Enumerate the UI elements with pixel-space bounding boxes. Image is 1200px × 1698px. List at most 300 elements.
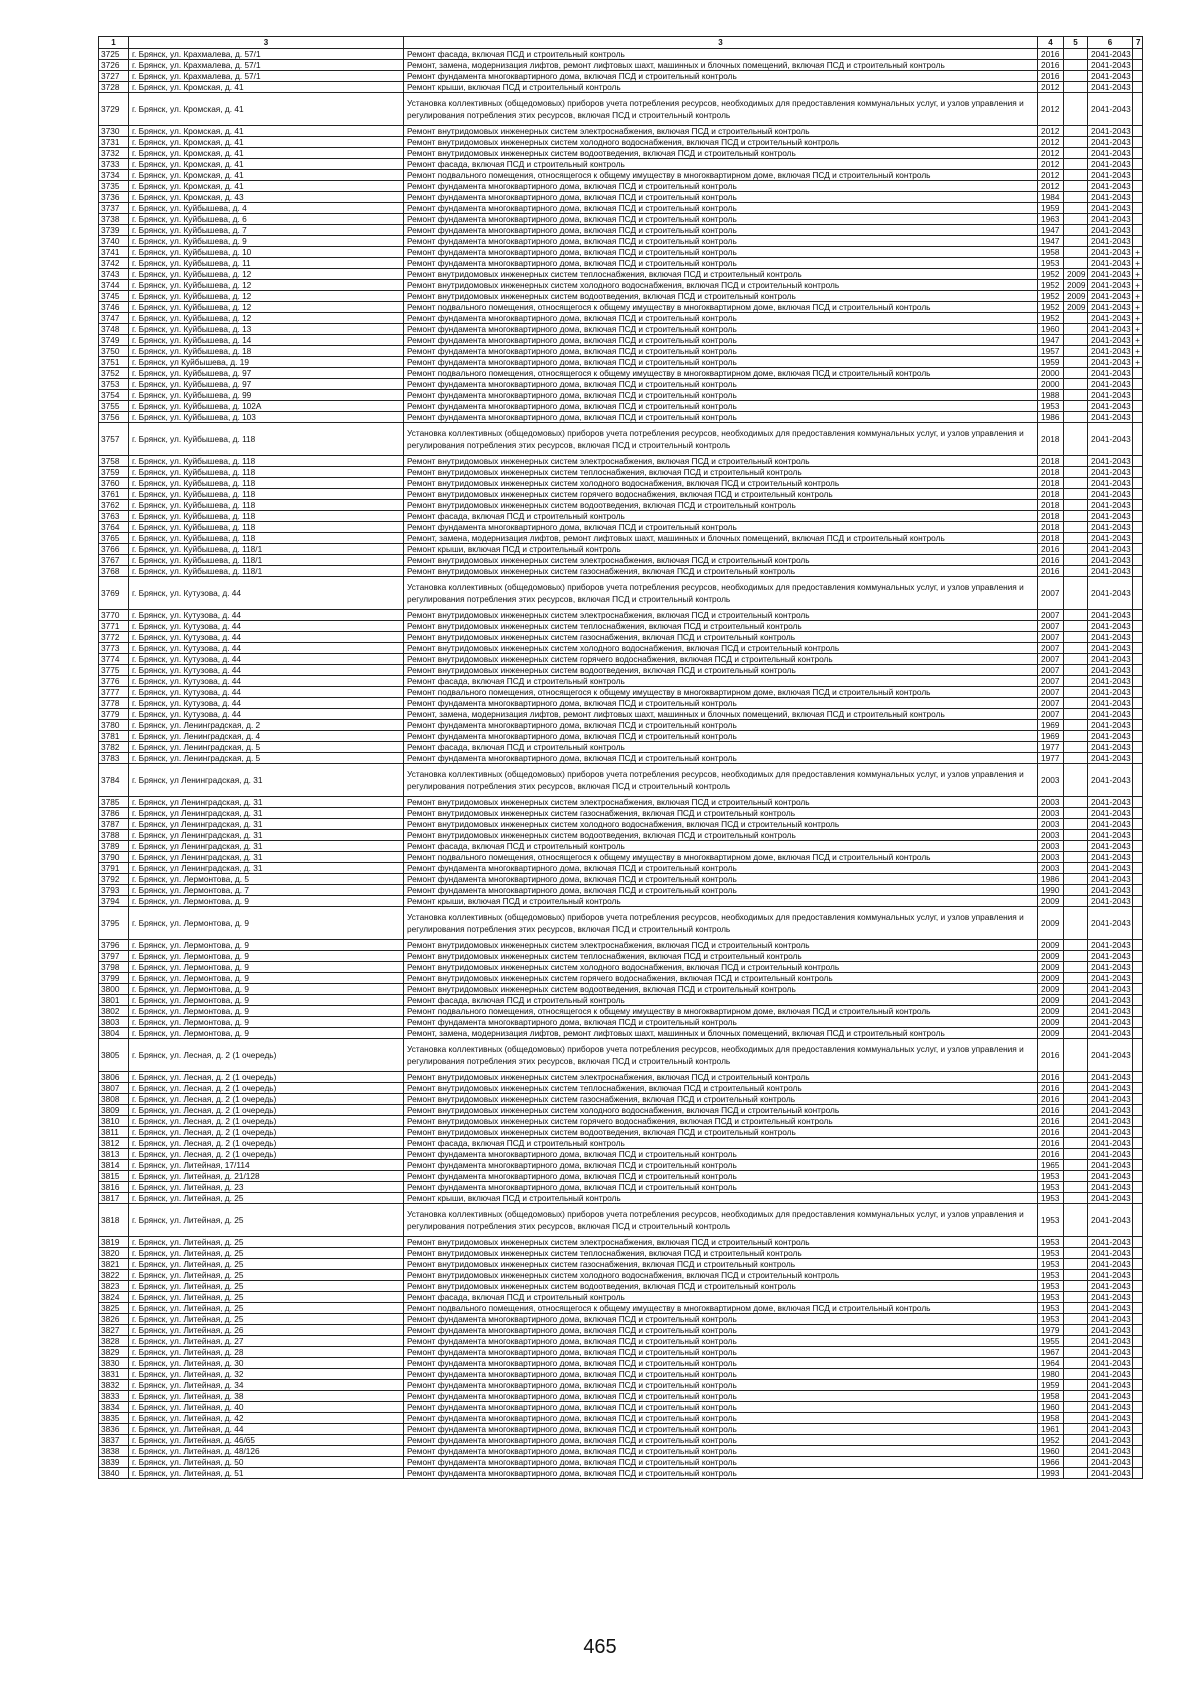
address-cell: г. Брянск, ул Ленинградская, д. 31 [129,808,404,819]
year-last-repair-cell [1064,742,1088,753]
year-last-repair-cell [1064,896,1088,907]
year-built-cell: 1990 [1038,885,1064,896]
year-last-repair-cell [1064,1325,1088,1336]
planned-period-cell: 2041-2043 [1088,456,1133,467]
year-last-repair-cell [1064,1017,1088,1028]
work-type-cell: Ремонт внутридомовых инженерных систем водоотведения, включая ПСД и строительный контроль [404,665,1038,676]
table-row [99,368,1143,379]
address-cell: г. Брянск, ул. Лермонтова, д. 9 [129,896,404,907]
table-row [99,1127,1143,1138]
repair-schedule-table [98,36,1143,1479]
year-built-cell: 2007 [1038,665,1064,676]
work-type-cell: Ремонт фундамента многоквартирного дома, включая ПСД и строительный контроль [404,1358,1038,1369]
flag-cell [1133,49,1143,60]
row-number-cell: 3820 [99,1248,129,1259]
year-last-repair-cell [1064,973,1088,984]
year-last-repair-cell [1064,643,1088,654]
table-row [99,423,1143,456]
table-row [99,632,1143,643]
year-last-repair-cell [1064,126,1088,137]
year-last-repair-cell [1064,368,1088,379]
planned-period-cell: 2041-2043 [1088,269,1133,280]
row-number-cell: 3748 [99,324,129,335]
work-type-cell: Ремонт фундамента многоквартирного дома, включая ПСД и строительный контроль [404,379,1038,390]
header-row [99,37,1143,49]
planned-period-cell: 2041-2043 [1088,1039,1133,1072]
address-cell: г. Брянск, ул. Лермонтова, д. 9 [129,995,404,1006]
address-cell: г. Брянск, ул. Литейная, д. 25 [129,1193,404,1204]
table-row [99,1468,1143,1479]
row-number-cell: 3727 [99,71,129,82]
table-row [99,1138,1143,1149]
year-built-cell: 1963 [1038,214,1064,225]
address-cell: г. Брянск, ул. Лермонтова, д. 9 [129,984,404,995]
planned-period-cell: 2041-2043 [1088,214,1133,225]
work-type-cell: Ремонт внутридомовых инженерных систем электроснабжения, включая ПСД и строительный контроль [404,456,1038,467]
flag-cell [1133,1127,1143,1138]
address-cell: г. Брянск, ул. Кутузова, д. 44 [129,687,404,698]
planned-period-cell: 2041-2043 [1088,181,1133,192]
table-row [99,1193,1143,1204]
work-type-cell: Ремонт фундамента многоквартирного дома, включая ПСД и строительный контроль [404,1457,1038,1468]
planned-period-cell: 2041-2043 [1088,137,1133,148]
flag-cell [1133,82,1143,93]
work-type-cell: Ремонт внутридомовых инженерных систем холодного водоснабжения, включая ПСД и строительный контроль [404,1270,1038,1281]
address-cell: г. Брянск, ул. Куйбышева, д. 11 [129,258,404,269]
year-last-repair-cell [1064,577,1088,610]
work-type-cell: Ремонт фундамента многоквартирного дома, включая ПСД и строительный контроль [404,1435,1038,1446]
year-built-cell: 2016 [1038,60,1064,71]
flag-cell [1133,1391,1143,1402]
address-cell: г. Брянск, ул. Литейная, д. 51 [129,1468,404,1479]
planned-period-cell: 2041-2043 [1088,1160,1133,1171]
planned-period-cell: 2041-2043 [1088,236,1133,247]
planned-period-cell: 2041-2043 [1088,60,1133,71]
year-built-cell: 2016 [1038,49,1064,60]
table-row [99,49,1143,60]
address-cell: г. Брянск, ул. Куйбышева, д. 13 [129,324,404,335]
address-cell: г. Брянск, ул. Литейная, д. 25 [129,1259,404,1270]
year-last-repair-cell [1064,907,1088,940]
address-cell: г. Брянск, ул. Куйбышева, д. 118/1 [129,555,404,566]
address-cell: г. Брянск, ул. Ленинградская, д. 5 [129,742,404,753]
year-built-cell: 2016 [1038,71,1064,82]
flag-cell [1133,126,1143,137]
flag-cell [1133,764,1143,797]
row-number-cell: 3819 [99,1237,129,1248]
row-number-cell: 3796 [99,940,129,951]
work-type-cell: Ремонт фасада, включая ПСД и строительный контроль [404,49,1038,60]
year-last-repair-cell [1064,654,1088,665]
year-built-cell: 1953 [1038,1248,1064,1259]
address-cell: г. Брянск, ул. Кутузова, д. 44 [129,610,404,621]
planned-period-cell: 2041-2043 [1088,1270,1133,1281]
work-type-cell: Ремонт внутридомовых инженерных систем теплоснабжения, включая ПСД и строительный контроль [404,467,1038,478]
table-row [99,1039,1143,1072]
flag-cell [1133,148,1143,159]
table-row [99,1424,1143,1435]
year-built-cell: 1953 [1038,1182,1064,1193]
year-last-repair-cell [1064,412,1088,423]
row-number-cell: 3816 [99,1182,129,1193]
row-number-cell: 3739 [99,225,129,236]
row-number-cell: 3792 [99,874,129,885]
row-number-cell: 3815 [99,1171,129,1182]
address-cell: г. Брянск, ул. Литейная, 17/114 [129,1160,404,1171]
address-cell: г. Брянск, ул. Куйбышева, д. 118 [129,456,404,467]
work-type-cell: Ремонт внутридомовых инженерных систем водоотведения, включая ПСД и строительный контроль [404,1281,1038,1292]
year-built-cell: 2007 [1038,643,1064,654]
planned-period-cell: 2041-2043 [1088,896,1133,907]
address-cell: г. Брянск, ул. Литейная, д. 28 [129,1347,404,1358]
row-number-cell: 3781 [99,731,129,742]
planned-period-cell: 2041-2043 [1088,1259,1133,1270]
year-last-repair-cell [1064,720,1088,731]
table-row [99,676,1143,687]
address-cell: г. Брянск, ул. Кромская, д. 41 [129,126,404,137]
year-built-cell: 1986 [1038,412,1064,423]
work-type-cell: Установка коллективных (общедомовых) приборов учета потребления ресурсов, необходимых для предоставления коммунальных услуг, и узлов управления и регулирования потребления этих ресурсов, включая ПСД и строительный контроль [404,577,1038,610]
year-built-cell: 2007 [1038,709,1064,720]
planned-period-cell: 2041-2043 [1088,1336,1133,1347]
work-type-cell: Установка коллективных (общедомовых) приборов учета потребления ресурсов, необходимых для предоставления коммунальных услуг, и узлов управления и регулирования потребления этих ресурсов, включая ПСД и строительный контроль [404,423,1038,456]
work-type-cell: Ремонт фундамента многоквартирного дома, включая ПСД и строительный контроль [404,522,1038,533]
address-cell: г. Брянск, ул. Лермонтова, д. 9 [129,951,404,962]
table-row [99,654,1143,665]
row-number-cell: 3840 [99,1468,129,1479]
table-row [99,192,1143,203]
table-row [99,269,1143,280]
year-last-repair-cell [1064,489,1088,500]
year-last-repair-cell [1064,533,1088,544]
year-last-repair-cell [1064,764,1088,797]
year-last-repair-cell [1064,1314,1088,1325]
column-header: 3 [129,37,404,49]
flag-cell [1133,1457,1143,1468]
address-cell: г. Брянск, ул Ленинградская, д. 31 [129,830,404,841]
row-number-cell: 3770 [99,610,129,621]
planned-period-cell: 2041-2043 [1088,1127,1133,1138]
year-built-cell: 1955 [1038,1336,1064,1347]
year-built-cell: 2009 [1038,951,1064,962]
table-row [99,1259,1143,1270]
work-type-cell: Ремонт фундамента многоквартирного дома, включая ПСД и строительный контроль [404,181,1038,192]
row-number-cell: 3797 [99,951,129,962]
flag-cell [1133,1204,1143,1237]
year-built-cell: 1961 [1038,1424,1064,1435]
work-type-cell: Ремонт фундамента многоквартирного дома, включая ПСД и строительный контроль [404,731,1038,742]
year-last-repair-cell [1064,467,1088,478]
address-cell: г. Брянск, ул. Лесная, д. 2 (1 очередь) [129,1127,404,1138]
year-last-repair-cell [1064,1160,1088,1171]
row-number-cell: 3761 [99,489,129,500]
work-type-cell: Ремонт фундамента многоквартирного дома, включая ПСД и строительный контроль [404,753,1038,764]
work-type-cell: Ремонт внутридомовых инженерных систем холодного водоснабжения, включая ПСД и строительный контроль [404,819,1038,830]
flag-cell [1133,731,1143,742]
row-number-cell: 3768 [99,566,129,577]
work-type-cell: Ремонт фундамента многоквартирного дома, включая ПСД и строительный контроль [404,203,1038,214]
table-row [99,500,1143,511]
year-built-cell: 1969 [1038,731,1064,742]
year-last-repair-cell [1064,60,1088,71]
address-cell: г. Брянск, ул. Литейная, д. 48/126 [129,1446,404,1457]
work-type-cell: Ремонт фундамента многоквартирного дома, включая ПСД и строительный контроль [404,1402,1038,1413]
flag-cell [1133,511,1143,522]
address-cell: г. Брянск, ул. Лермонтова, д. 9 [129,962,404,973]
year-last-repair-cell [1064,335,1088,346]
address-cell: г. Брянск, ул. Лермонтова, д. 9 [129,940,404,951]
flag-cell [1133,896,1143,907]
table-row [99,1204,1143,1237]
flag-cell [1133,1314,1143,1325]
work-type-cell: Ремонт внутридомовых инженерных систем горячего водоснабжения, включая ПСД и строительный контроль [404,973,1038,984]
row-number-cell: 3831 [99,1369,129,1380]
work-type-cell: Ремонт внутридомовых инженерных систем электроснабжения, включая ПСД и строительный контроль [404,1237,1038,1248]
flag-cell [1133,687,1143,698]
table-row [99,731,1143,742]
flag-cell [1133,1028,1143,1039]
year-built-cell: 1965 [1038,1160,1064,1171]
year-last-repair-cell [1064,984,1088,995]
address-cell: г. Брянск, ул. Кромская, д. 41 [129,170,404,181]
work-type-cell: Ремонт внутридомовых инженерных систем газоснабжения, включая ПСД и строительный контроль [404,632,1038,643]
table-row [99,951,1143,962]
table-row [99,1325,1143,1336]
work-type-cell: Ремонт внутридомовых инженерных систем газоснабжения, включая ПСД и строительный контроль [404,808,1038,819]
row-number-cell: 3747 [99,313,129,324]
work-type-cell: Ремонт внутридомовых инженерных систем теплоснабжения, включая ПСД и строительный контроль [404,951,1038,962]
column-header: 3 [404,37,1038,49]
row-number-cell: 3814 [99,1160,129,1171]
page-number: 465 [583,1636,617,1658]
flag-cell: + [1133,302,1143,313]
table-row [99,93,1143,126]
work-type-cell: Ремонт подвального помещения, относящегося к общему имуществу в многоквартирном доме, включая ПСД и строительный контроль [404,170,1038,181]
planned-period-cell: 2041-2043 [1088,170,1133,181]
work-type-cell: Ремонт, замена, модернизация лифтов, ремонт лифтовых шахт, машинных и блочных помещений, включая ПСД и строительный контроль [404,1028,1038,1039]
address-cell: г. Брянск, ул. Лесная, д. 2 (1 очередь) [129,1149,404,1160]
year-built-cell: 1953 [1038,1204,1064,1237]
year-built-cell: 2016 [1038,1149,1064,1160]
year-last-repair-cell [1064,137,1088,148]
year-built-cell: 1966 [1038,1457,1064,1468]
address-cell: г. Брянск, ул. Лесная, д. 2 (1 очередь) [129,1105,404,1116]
year-last-repair-cell [1064,522,1088,533]
planned-period-cell: 2041-2043 [1088,346,1133,357]
planned-period-cell: 2041-2043 [1088,951,1133,962]
flag-cell [1133,533,1143,544]
planned-period-cell: 2041-2043 [1088,1446,1133,1457]
flag-cell [1133,555,1143,566]
table-row [99,544,1143,555]
flag-cell [1133,401,1143,412]
year-last-repair-cell [1064,1138,1088,1149]
year-last-repair-cell [1064,1072,1088,1083]
flag-cell [1133,1336,1143,1347]
table-row [99,841,1143,852]
work-type-cell: Ремонт внутридомовых инженерных систем теплоснабжения, включая ПСД и строительный контроль [404,269,1038,280]
flag-cell [1133,1083,1143,1094]
work-type-cell: Ремонт фундамента многоквартирного дома, включая ПСД и строительный контроль [404,1380,1038,1391]
planned-period-cell: 2041-2043 [1088,335,1133,346]
year-built-cell: 2009 [1038,907,1064,940]
flag-cell [1133,566,1143,577]
table-row [99,709,1143,720]
flag-cell [1133,962,1143,973]
year-built-cell: 2018 [1038,456,1064,467]
row-number-cell: 3799 [99,973,129,984]
work-type-cell: Ремонт внутридомовых инженерных систем электроснабжения, включая ПСД и строительный контроль [404,126,1038,137]
year-last-repair-cell [1064,1028,1088,1039]
address-cell: г. Брянск, ул. Кромская, д. 41 [129,82,404,93]
table-row [99,808,1143,819]
planned-period-cell: 2041-2043 [1088,533,1133,544]
flag-cell [1133,1402,1143,1413]
address-cell: г. Брянск, ул. Ленинградская, д. 2 [129,720,404,731]
year-last-repair-cell [1064,1369,1088,1380]
planned-period-cell: 2041-2043 [1088,148,1133,159]
year-built-cell: 1957 [1038,346,1064,357]
work-type-cell: Ремонт внутридомовых инженерных систем газоснабжения, включая ПСД и строительный контроль [404,1259,1038,1270]
flag-cell [1133,379,1143,390]
year-last-repair-cell [1064,1281,1088,1292]
year-last-repair-cell [1064,49,1088,60]
planned-period-cell: 2041-2043 [1088,1193,1133,1204]
year-built-cell: 2000 [1038,368,1064,379]
row-number-cell: 3726 [99,60,129,71]
planned-period-cell: 2041-2043 [1088,940,1133,951]
work-type-cell: Ремонт внутридомовых инженерных систем горячего водоснабжения, включая ПСД и строительный контроль [404,1116,1038,1127]
flag-cell [1133,478,1143,489]
year-built-cell: 1958 [1038,1413,1064,1424]
table-row [99,555,1143,566]
year-last-repair-cell [1064,687,1088,698]
address-cell: г. Брянск, ул Ленинградская, д. 31 [129,819,404,830]
row-number-cell: 3807 [99,1083,129,1094]
planned-period-cell: 2041-2043 [1088,1237,1133,1248]
work-type-cell: Ремонт фундамента многоквартирного дома, включая ПСД и строительный контроль [404,335,1038,346]
work-type-cell: Ремонт фундамента многоквартирного дома, включая ПСД и строительный контроль [404,346,1038,357]
row-number-cell: 3817 [99,1193,129,1204]
year-built-cell: 2016 [1038,1105,1064,1116]
planned-period-cell: 2041-2043 [1088,1171,1133,1182]
row-number-cell: 3789 [99,841,129,852]
address-cell: г. Брянск, ул. Литейная, д. 23 [129,1182,404,1193]
year-built-cell: 1952 [1038,302,1064,313]
row-number-cell: 3810 [99,1116,129,1127]
year-built-cell: 2012 [1038,82,1064,93]
table-body [99,37,1143,1479]
flag-cell [1133,1138,1143,1149]
row-number-cell: 3752 [99,368,129,379]
row-number-cell: 3833 [99,1391,129,1402]
work-type-cell: Ремонт фасада, включая ПСД и строительный контроль [404,511,1038,522]
table-row [99,1105,1143,1116]
flag-cell [1133,665,1143,676]
address-cell: г. Брянск, ул. Литейная, д. 25 [129,1270,404,1281]
work-type-cell: Ремонт фундамента многоквартирного дома, включая ПСД и строительный контроль [404,1369,1038,1380]
year-built-cell: 2007 [1038,610,1064,621]
year-last-repair-cell: 2009 [1064,291,1088,302]
year-built-cell: 1953 [1038,401,1064,412]
year-last-repair-cell [1064,962,1088,973]
year-built-cell: 2009 [1038,1028,1064,1039]
year-built-cell: 1953 [1038,1171,1064,1182]
row-number-cell: 3832 [99,1380,129,1391]
year-last-repair-cell [1064,1171,1088,1182]
work-type-cell: Ремонт крыши, включая ПСД и строительный контроль [404,1193,1038,1204]
planned-period-cell: 2041-2043 [1088,423,1133,456]
row-number-cell: 3735 [99,181,129,192]
flag-cell [1133,1039,1143,1072]
work-type-cell: Ремонт фасада, включая ПСД и строительный контроль [404,995,1038,1006]
work-type-cell: Ремонт внутридомовых инженерных систем холодного водоснабжения, включая ПСД и строительный контроль [404,137,1038,148]
table-row [99,1006,1143,1017]
planned-period-cell: 2041-2043 [1088,676,1133,687]
year-built-cell: 2003 [1038,797,1064,808]
table-row [99,478,1143,489]
year-built-cell: 1953 [1038,1303,1064,1314]
work-type-cell: Ремонт внутридомовых инженерных систем электроснабжения, включая ПСД и строительный контроль [404,940,1038,951]
flag-cell [1133,1281,1143,1292]
work-type-cell: Ремонт фундамента многоквартирного дома, включая ПСД и строительный контроль [404,401,1038,412]
table-row [99,1149,1143,1160]
flag-cell [1133,1237,1143,1248]
year-last-repair-cell [1064,951,1088,962]
work-type-cell: Ремонт фасада, включая ПСД и строительный контроль [404,676,1038,687]
year-last-repair-cell [1064,1006,1088,1017]
planned-period-cell: 2041-2043 [1088,1017,1133,1028]
year-built-cell: 2007 [1038,621,1064,632]
flag-cell [1133,368,1143,379]
planned-period-cell: 2041-2043 [1088,1248,1133,1259]
row-number-cell: 3778 [99,698,129,709]
row-number-cell: 3737 [99,203,129,214]
address-cell: г. Брянск, ул. Кутузова, д. 44 [129,654,404,665]
flag-cell [1133,973,1143,984]
row-number-cell: 3806 [99,1072,129,1083]
row-number-cell: 3725 [99,49,129,60]
year-last-repair-cell [1064,1182,1088,1193]
table-row [99,159,1143,170]
planned-period-cell: 2041-2043 [1088,742,1133,753]
work-type-cell: Ремонт фасада, включая ПСД и строительный контроль [404,742,1038,753]
planned-period-cell: 2041-2043 [1088,511,1133,522]
row-number-cell: 3800 [99,984,129,995]
planned-period-cell: 2041-2043 [1088,1325,1133,1336]
flag-cell [1133,1347,1143,1358]
address-cell: г. Брянск, ул. Лесная, д. 2 (1 очередь) [129,1083,404,1094]
row-number-cell: 3760 [99,478,129,489]
planned-period-cell: 2041-2043 [1088,412,1133,423]
table-row [99,1413,1143,1424]
year-last-repair-cell [1064,555,1088,566]
work-type-cell: Ремонт фундамента многоквартирного дома, включая ПСД и строительный контроль [404,324,1038,335]
table-row [99,742,1143,753]
address-cell: г. Брянск, ул. Кромская, д. 41 [129,148,404,159]
table-row [99,291,1143,302]
address-cell: г. Брянск, ул. Куйбышева, д. 118 [129,467,404,478]
row-number-cell: 3808 [99,1094,129,1105]
table-row [99,126,1143,137]
planned-period-cell: 2041-2043 [1088,280,1133,291]
work-type-cell: Ремонт фундамента многоквартирного дома, включая ПСД и строительный контроль [404,1149,1038,1160]
planned-period-cell: 2041-2043 [1088,1358,1133,1369]
flag-cell: + [1133,324,1143,335]
row-number-cell: 3822 [99,1270,129,1281]
year-last-repair-cell [1064,1083,1088,1094]
address-cell: г. Брянск, ул. Литейная, д. 25 [129,1281,404,1292]
